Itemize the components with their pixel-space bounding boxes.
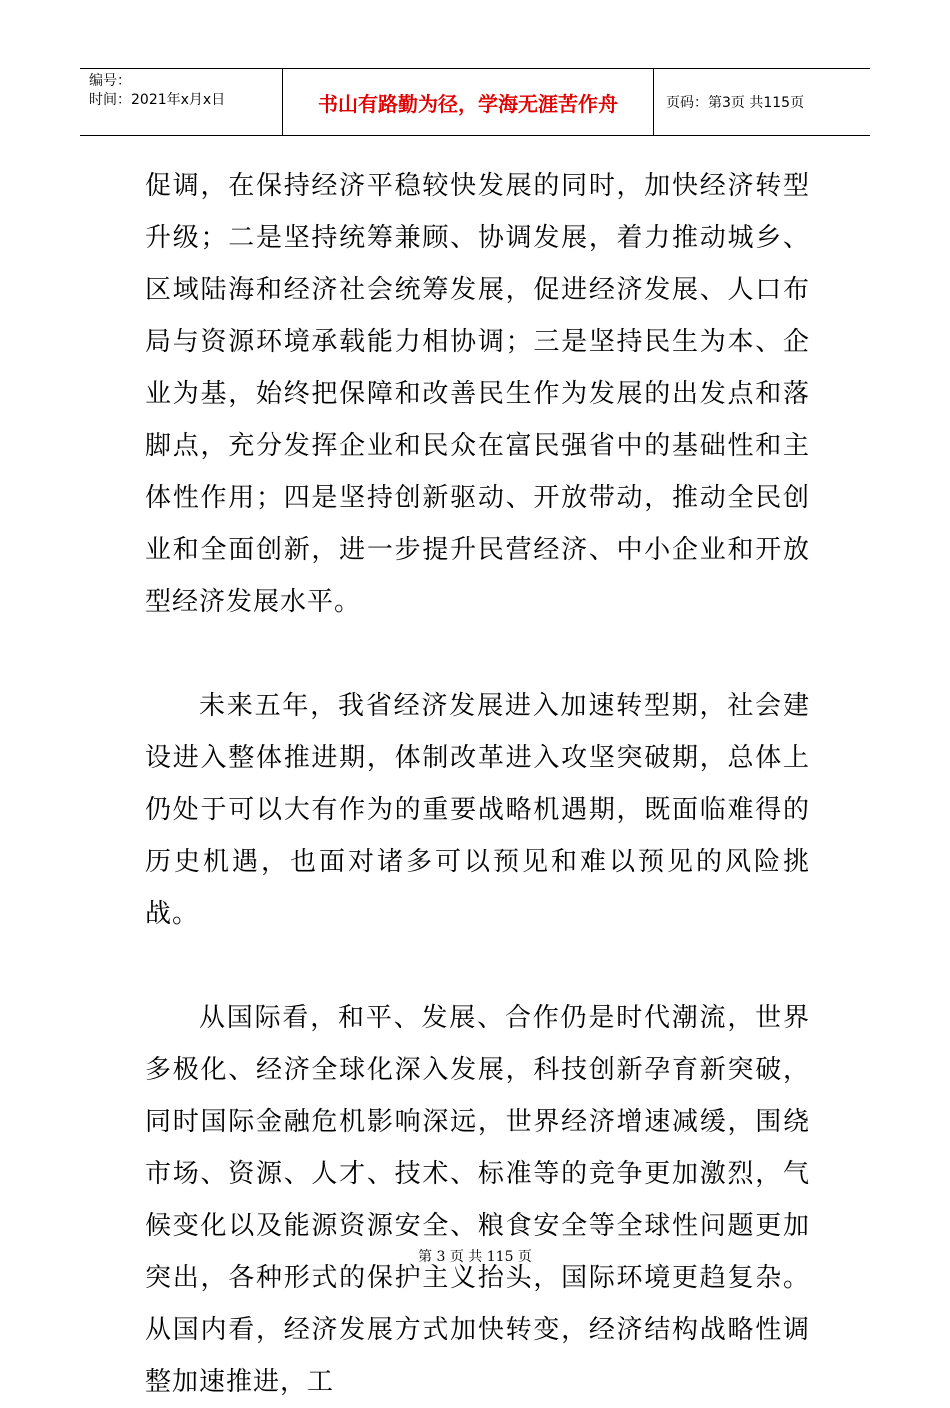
body-paragraph-3: 从国际看，和平、发展、合作仍是时代潮流，世界多极化、经济全球化深入发展，科技创新孕育新突破，同时国际金融危机影响深远，世界经济增速减缓，围绕市场、资源、人才、技术、标准等的竞争更加激烈，气候变化以及能源资源安全、粮食安全等全球性问题更加突出，各种形式的保护主义抬头，国际环境更趋复杂。从国内看，经济发展方式加快转变，经济结构战略性调整加速推进，工	[145, 1003, 810, 1397]
header-page-number: 页码：第3页 共115页	[666, 95, 805, 111]
body-paragraph-2: 未来五年，我省经济发展进入加速转型期，社会建设进入整体推进期，体制改革进入攻坚突破期，总体上仍处于可以大有作为的重要战略机遇期，既面临难得的历史机遇，也面对诸多可以预见和难以预见的风险挑战。	[145, 691, 810, 929]
document-body	[145, 160, 810, 1408]
header-motto: 书山有路勤为径，学海无涯苦作舟	[283, 69, 654, 135]
body-paragraph-1: 促调，在保持经济平稳较快发展的同时，加快经济转型升级；二是坚持统筹兼顾、协调发展，着力推动城乡、区域陆海和经济社会统筹发展，促进经济发展、人口布局与资源环境承载能力相协调；三是坚持民生为本、企业为基，始终把保障和改善民生作为发展的出发点和落脚点，充分发挥企业和民众在富民强省中的基础性和主体性作用；四是坚持创新驱动、开放带动，推动全民创业和全面创新，进一步提升民营经济、中小企业和开放型经济发展水平。	[145, 171, 810, 617]
document-number-label: 编号：	[89, 73, 131, 89]
document-time-label: 时间：2021年x月x日	[89, 92, 226, 108]
page-footer: 第 3 页 共 115 页	[418, 1249, 532, 1265]
header-meta-cell	[80, 69, 283, 135]
page-header	[80, 68, 870, 136]
